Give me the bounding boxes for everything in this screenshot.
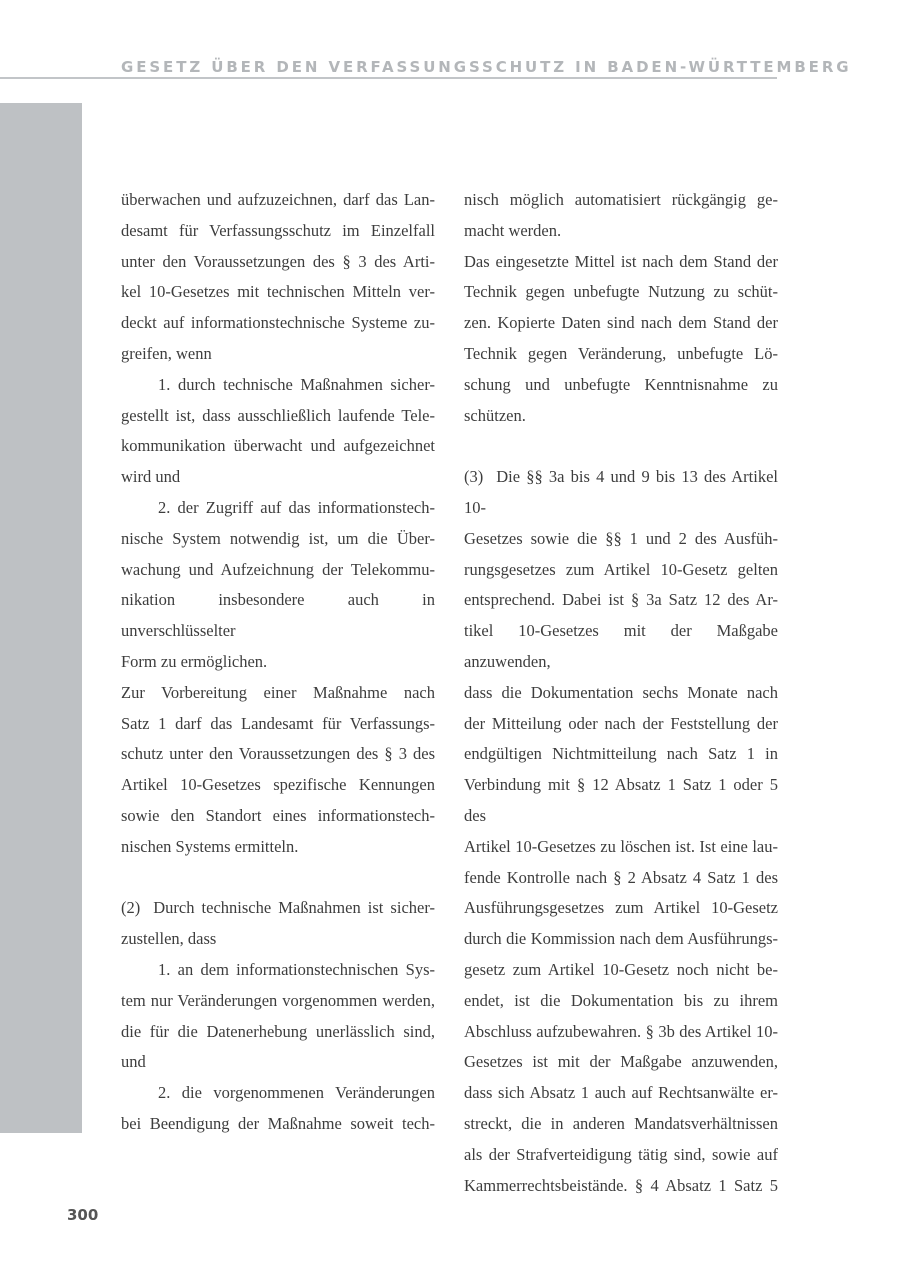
- text-line: die für die Datenerhebung unerlässlich sind,: [121, 1021, 435, 1041]
- text-line: Abschluss aufzubewahren. § 3b des Artikel 10-: [464, 1021, 778, 1041]
- text-line: Form zu ermöglichen.: [121, 651, 268, 671]
- text-line: tikel 10-Gesetzes mit der Maßgabe anzuwenden,: [464, 621, 778, 671]
- text-line: deckt auf informationstechnische Systeme zu-: [121, 313, 435, 333]
- page-number: 300: [67, 1206, 99, 1224]
- list-item-line: 1. durch technische Maßnahmen sicher-: [158, 374, 435, 394]
- text-line: unter den Voraussetzungen des § 3 des Arti-: [121, 251, 435, 271]
- text-line: Ausführungsgesetzes zum Artikel 10-Gesetz: [464, 898, 778, 918]
- list-item-line: 2. die vorgenommenen Veränderungen: [158, 1083, 435, 1103]
- text-line: Technik gegen Veränderung, unbefugte Lö-: [464, 343, 778, 363]
- text-line: Artikel 10-Gesetzes zu löschen ist. Ist eine lau-: [464, 836, 778, 856]
- header-rule: [0, 77, 777, 79]
- text-line: streckt, die in anderen Mandatsverhältnissen: [464, 1113, 778, 1133]
- text-line: zen. Kopierte Daten sind nach dem Stand der: [464, 313, 778, 333]
- text-line: schutz unter den Voraussetzungen des § 3 des: [121, 744, 435, 764]
- text-line: kel 10-Gesetzes mit technischen Mitteln ver-: [121, 282, 435, 302]
- text-line: Zur Vorbereitung einer Maßnahme nach: [121, 682, 435, 702]
- paragraph-text: Durch technische Maßnahmen ist sicher-: [153, 898, 435, 918]
- text-line: Artikel 10-Gesetzes spezifische Kennungen: [121, 775, 435, 795]
- paragraph-start-line: [464, 462, 778, 524]
- text-line: gestellt ist, dass ausschließlich laufende Tele-: [121, 405, 435, 425]
- text-line: und: [121, 1052, 146, 1072]
- text-line: desamt für Verfassungsschutz im Einzelfall: [121, 220, 435, 240]
- text-line: schung und unbefugte Kenntnisnahme zu: [464, 374, 778, 394]
- text-line: Kammerrechtsbeistände. § 4 Absatz 1 Satz 5: [464, 1175, 778, 1195]
- right-column: [464, 185, 778, 1201]
- paragraph-number: (3): [464, 467, 484, 487]
- text-line: endet, ist die Dokumentation bis zu ihrem: [464, 990, 778, 1010]
- text-line: wachung und Aufzeichnung der Telekommu-: [121, 559, 435, 579]
- text-line: schützen.: [464, 405, 526, 425]
- text-line: nischen Systems ermitteln.: [121, 836, 299, 856]
- text-line: fende Kontrolle nach § 2 Absatz 4 Satz 1 des: [464, 867, 778, 887]
- list-item-line: 2. der Zugriff auf das informationstech-: [158, 497, 435, 517]
- text-line: überwachen und aufzuzeichnen, darf das Lan-: [121, 190, 435, 209]
- text-line: als der Strafverteidigung tätig sind, sowie auf: [464, 1144, 778, 1164]
- text-line: wird und: [121, 467, 181, 487]
- text-line: gesetz zum Artikel 10-Gesetz noch nicht be-: [464, 959, 778, 979]
- list-item-line: 1. an dem informationstechnischen Sys-: [158, 959, 435, 979]
- text-line: Gesetzes sowie die §§ 1 und 2 des Ausfüh-: [464, 528, 778, 548]
- text-line: nische System notwendig ist, um die Über-: [121, 528, 435, 548]
- paragraph-number: (2): [121, 898, 141, 918]
- text-line: zustellen, dass: [121, 929, 217, 949]
- text-line: sowie den Standort eines informationstech-: [121, 805, 435, 825]
- text-line: kommunikation überwacht und aufgezeichnet: [121, 436, 435, 456]
- text-line: macht werden.: [464, 220, 562, 240]
- text-line: nisch möglich automatisiert rückgängig ge-: [464, 190, 778, 209]
- paragraph-text: Die §§ 3a bis 4 und 9 bis 13 des Artikel 10-: [464, 467, 778, 517]
- side-margin-bar: [0, 103, 82, 1133]
- text-line: greifen, wenn: [121, 343, 212, 363]
- left-column: [121, 185, 435, 1140]
- text-line: rungsgesetzes zum Artikel 10-Gesetz gelten: [464, 559, 778, 579]
- text-line: Technik gegen unbefugte Nutzung zu schüt-: [464, 282, 778, 302]
- text-line: dass sich Absatz 1 auch auf Rechtsanwälte er-: [464, 1083, 778, 1103]
- text-line: dass die Dokumentation sechs Monate nach: [464, 682, 778, 702]
- text-line: Das eingesetzte Mittel ist nach dem Stand der: [464, 251, 778, 271]
- text-line: der Mitteilung oder nach der Feststellung der: [464, 713, 778, 733]
- text-line: endgültigen Nichtmitteilung nach Satz 1 in: [464, 744, 778, 764]
- text-line: entsprechend. Dabei ist § 3a Satz 12 des Ar-: [464, 590, 778, 610]
- text-line: tem nur Veränderungen vorgenommen werden,: [121, 990, 435, 1010]
- text-line: Gesetzes ist mit der Maßgabe anzuwenden,: [464, 1052, 778, 1072]
- text-line: Verbindung mit § 12 Absatz 1 Satz 1 oder 5 des: [464, 775, 778, 825]
- paragraph-start-line: [121, 893, 435, 924]
- text-line: nikation insbesondere auch in unverschlüsselter: [121, 590, 435, 641]
- running-head: GESETZ ÜBER DEN VERFASSUNGSSCHUTZ IN BADEN-WÜRTTEMBERG: [121, 58, 852, 76]
- text-line: bei Beendigung der Maßnahme soweit tech-: [121, 1113, 435, 1133]
- text-line: durch die Kommission nach dem Ausführungs-: [464, 929, 778, 949]
- text-line: Satz 1 darf das Landesamt für Verfassungs-: [121, 713, 435, 733]
